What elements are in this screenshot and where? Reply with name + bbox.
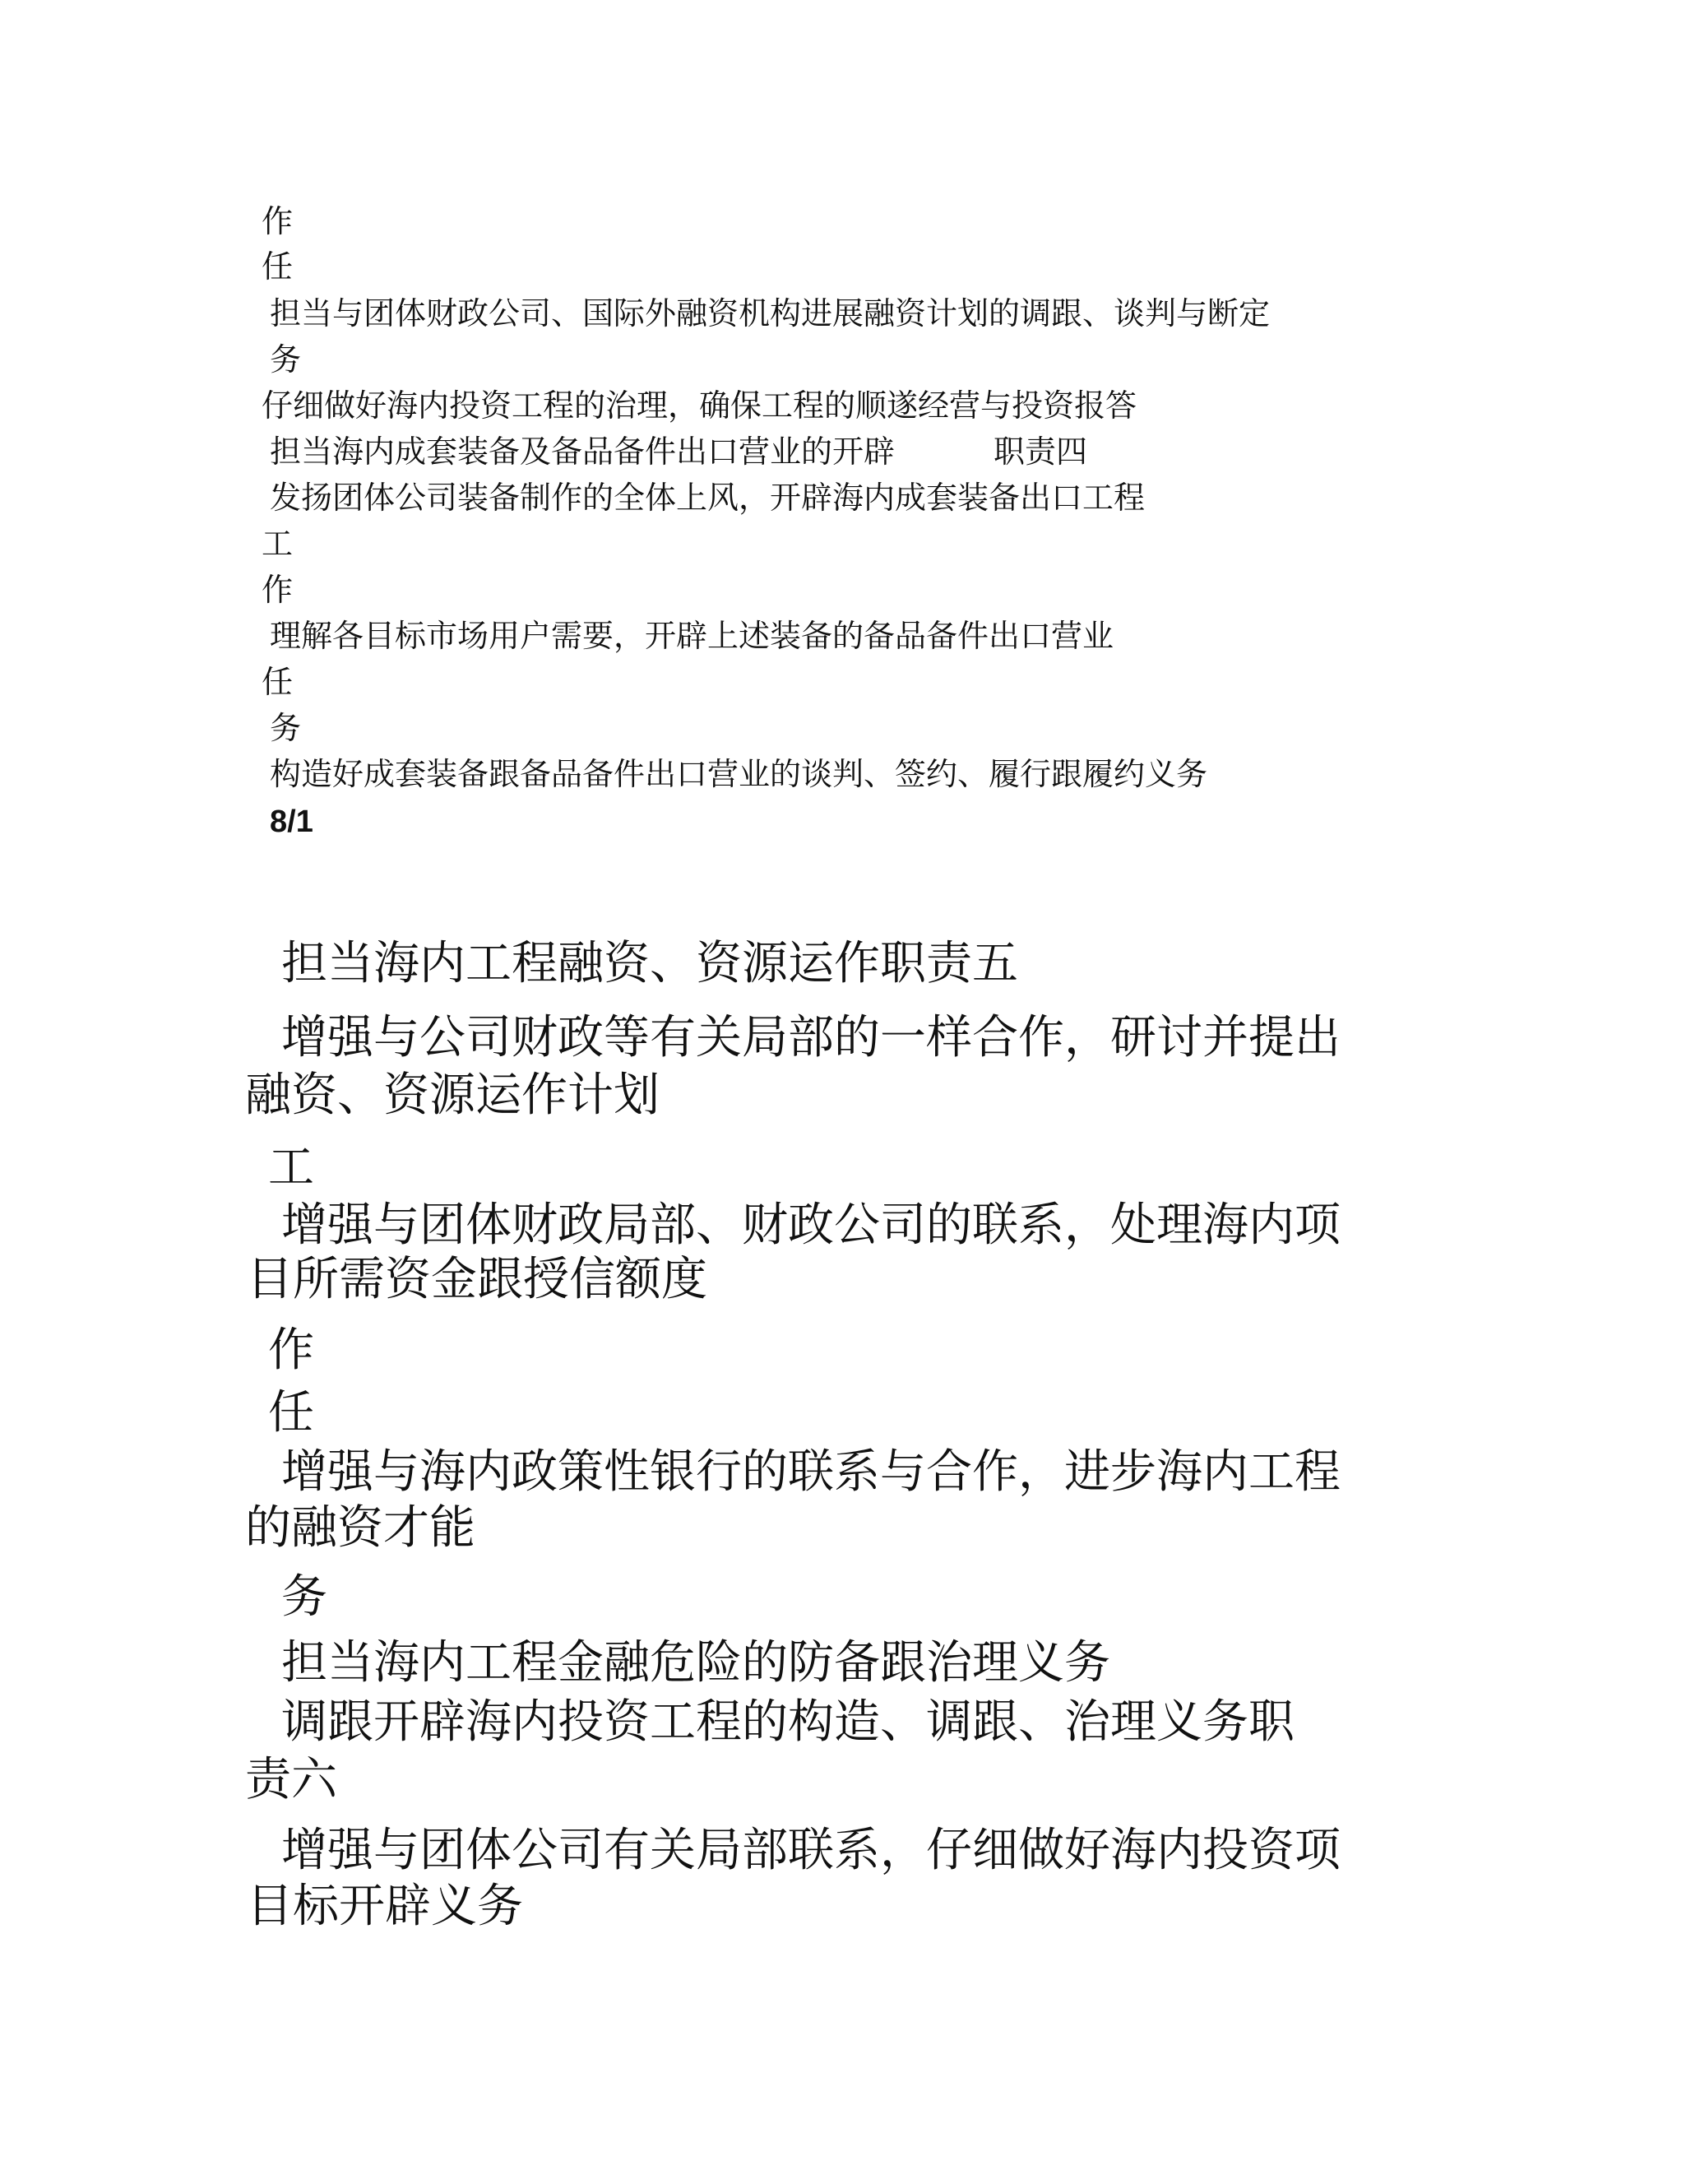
text-line: 任 xyxy=(262,664,294,700)
text-line: 仔细做好海内投资工程的治理，确保工程的顺遂经营与投资报答 xyxy=(262,387,1137,424)
text-line: 作 xyxy=(262,572,294,608)
text-line: 目所需资金跟授信额度 xyxy=(247,1253,707,1306)
text-line: 目标开辟义务 xyxy=(247,1880,523,1933)
text-line: 工 xyxy=(268,1141,314,1194)
text-line: 发扬团体公司装备制作的全体上风，开辟海内成套装备出口工程 xyxy=(270,480,1146,516)
text-line: 理解各目标市场用户需要，开辟上述装备的备品备件出口营业 xyxy=(270,618,1114,654)
text-line: 调跟开辟海内投资工程的构造、调跟、治理义务职 xyxy=(281,1695,1295,1749)
page-number: 8/1 xyxy=(270,805,313,839)
text-line: 融资、资源运作计划 xyxy=(245,1069,660,1122)
text-line: 担当海内工程融资、资源运作职责五 xyxy=(281,937,1018,990)
text-line: 任 xyxy=(268,1386,314,1440)
text-line: 责六 xyxy=(245,1753,337,1806)
text-line: 构造好成套装备跟备品备件出口营业的谈判、签约、履行跟履约义务 xyxy=(270,756,1208,792)
text-line xyxy=(270,434,1088,470)
text-line: 担当与团体财政公司、国际外融资机构进展融资计划的调跟、谈判与断定 xyxy=(270,295,1271,332)
text-line: 务 xyxy=(281,1570,327,1624)
text-segment: 担当海内成套装备及备品备件出口营业的开辟 xyxy=(270,434,896,470)
text-line: 增强与公司财政等有关局部的一样合作，研讨并提出 xyxy=(281,1011,1341,1064)
text-line: 担当海内工程金融危险的防备跟治理义务 xyxy=(281,1636,1110,1690)
text-line: 务 xyxy=(270,710,302,746)
text-segment: 职责四 xyxy=(994,434,1088,470)
text-line: 工 xyxy=(262,526,294,562)
text-line: 作 xyxy=(268,1324,314,1377)
text-line: 增强与团体财政局部、财政公司的联系，处理海内项 xyxy=(281,1199,1341,1252)
text-line: 增强与海内政策性银行的联系与合作，进步海内工程 xyxy=(281,1445,1341,1499)
text-line: 务 xyxy=(270,341,302,378)
text-line: 作 xyxy=(262,203,294,239)
text-line: 增强与团体公司有关局部联系，仔细做好海内投资项 xyxy=(281,1824,1341,1877)
text-line: 任 xyxy=(262,248,294,285)
text-line: 的融资才能 xyxy=(245,1501,475,1555)
